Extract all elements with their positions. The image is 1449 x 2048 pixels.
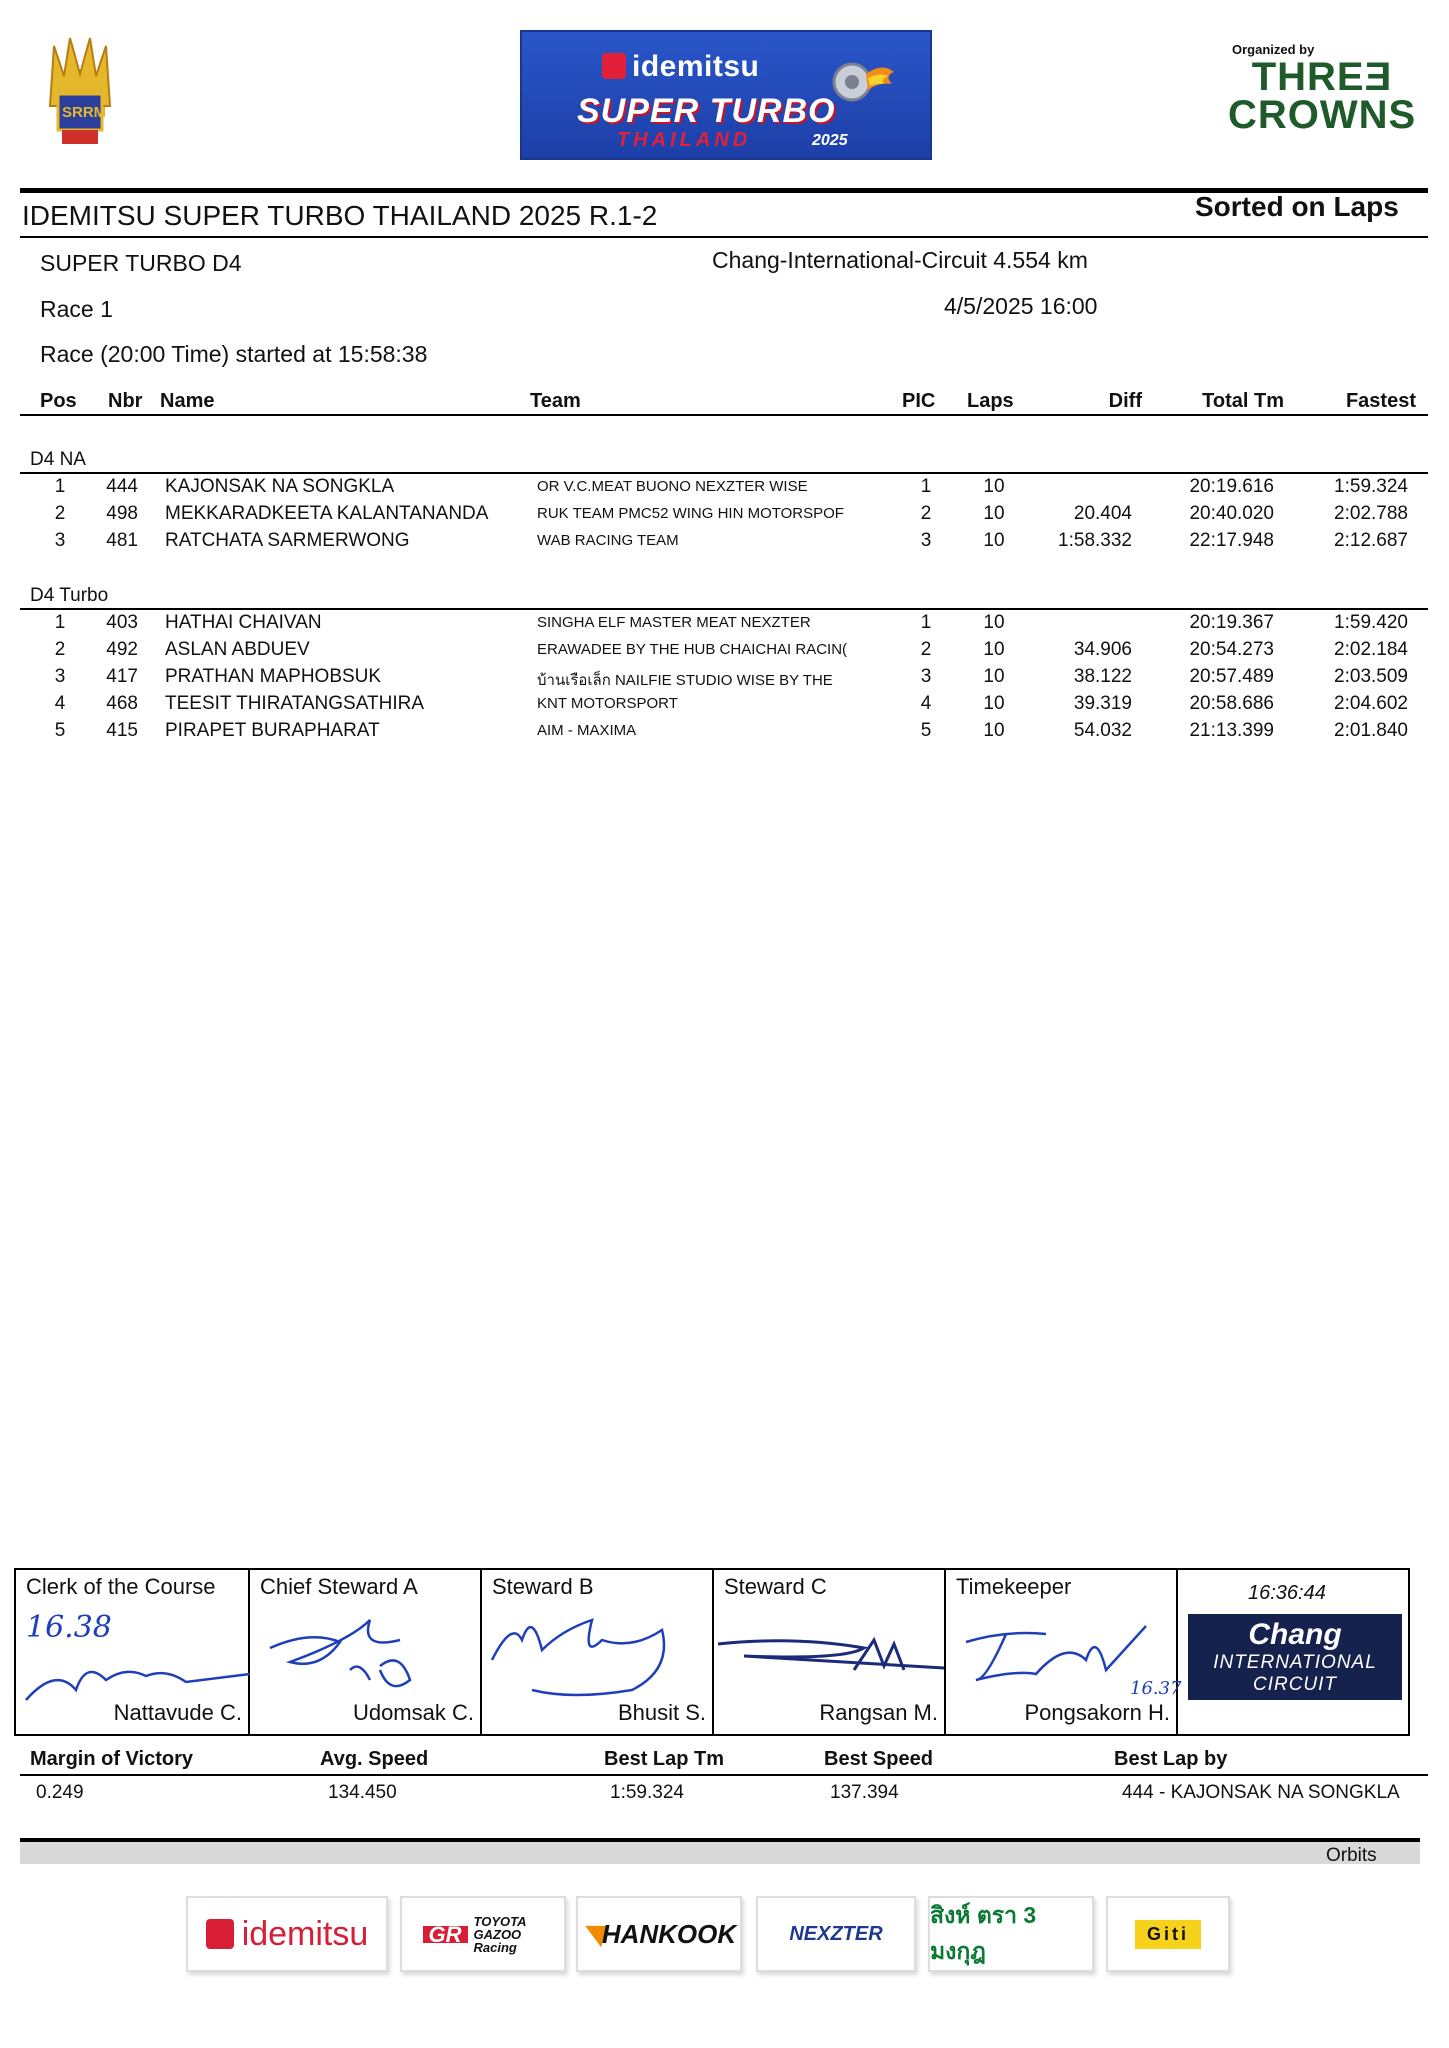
group-rule — [20, 608, 1428, 610]
row-pic: 4 — [920, 693, 932, 714]
sponsor-giti: Giti — [1106, 1896, 1230, 1972]
row-laps: 10 — [983, 612, 1005, 633]
row-fastest: 2:04.602 — [1334, 693, 1408, 714]
col-nbr: Nbr — [108, 390, 143, 412]
row-pos: 1 — [54, 612, 66, 633]
official-timekeeper — [946, 1570, 1182, 1734]
row-diff: 38.122 — [1073, 666, 1132, 687]
row-fastest: 1:59.324 — [1334, 476, 1408, 497]
row-nbr: 415 — [106, 720, 138, 741]
col-name: Name — [160, 390, 215, 412]
row-team: OR V.C.MEAT BUONO NEXZTER WISE — [537, 478, 808, 495]
row-pos: 4 — [54, 693, 66, 714]
margin-label: Margin of Victory — [30, 1748, 193, 1770]
row-team: KNT MOTORSPORT — [537, 695, 678, 712]
officials-signature-box — [14, 1568, 1410, 1736]
gr-mark-icon: GR — [423, 1926, 468, 1943]
group-rule — [20, 472, 1428, 474]
row-total: 20:57.489 — [1189, 666, 1274, 687]
official-role: Chief Steward A — [260, 1574, 418, 1599]
idemitsu-mark-icon — [602, 53, 626, 79]
row-total: 20:58.686 — [1189, 693, 1274, 714]
hankook-flag-icon: ◥ — [581, 1918, 602, 1949]
summary-rule — [20, 1774, 1428, 1776]
row-laps: 10 — [983, 503, 1005, 524]
row-laps: 10 — [983, 693, 1005, 714]
chang-logo-title: Chang — [1248, 1618, 1342, 1651]
row-name: PRATHAN MAPHOBSUK — [165, 666, 382, 687]
official-role: Steward B — [492, 1574, 594, 1599]
row-fastest: 2:12.687 — [1334, 530, 1408, 551]
row-pic: 2 — [920, 503, 932, 524]
row-nbr: 403 — [106, 612, 138, 633]
row-pic: 1 — [920, 612, 932, 633]
official-name: Udomsak C. — [352, 1700, 474, 1725]
col-fastest: Fastest — [1345, 390, 1416, 412]
official-stamp-cell — [1178, 1570, 1408, 1734]
row-pos: 5 — [54, 720, 66, 741]
official-name: Pongsakorn H. — [1024, 1700, 1170, 1725]
race-datetime: 4/5/2025 16:00 — [944, 293, 1098, 319]
idemitsu-mark-icon — [206, 1919, 234, 1949]
row-fastest: 2:01.840 — [1334, 720, 1408, 741]
organizer-line2: CROWNS — [1228, 93, 1417, 137]
best-speed-value: 137.394 — [830, 1782, 899, 1803]
banner-series: SUPER TURBO — [577, 92, 836, 130]
row-total: 20:19.616 — [1189, 476, 1274, 497]
official-clerk — [16, 1570, 250, 1734]
row-name: HATHAI CHAIVAN — [165, 612, 322, 633]
official-steward-b — [482, 1570, 714, 1734]
row-team: บ้านเรือเล็ก NAILFIE STUDIO WISE BY THE — [537, 672, 833, 689]
official-name: Rangsan M. — [819, 1700, 938, 1725]
row-laps: 10 — [983, 720, 1005, 741]
best-lap-label: Best Lap Tm — [604, 1748, 725, 1770]
row-pic: 5 — [920, 720, 932, 741]
header-rule — [20, 414, 1428, 416]
banner-brand: idemitsu — [602, 50, 759, 84]
row-team: RUK TEAM PMC52 WING HIN MOTORSPOF — [537, 505, 844, 522]
row-total: 20:19.367 — [1189, 612, 1274, 633]
col-pic: PIC — [902, 390, 936, 412]
row-laps: 10 — [983, 530, 1005, 551]
print-time: 16:36:44 — [1248, 1582, 1326, 1604]
row-team: AIM - MAXIMA — [537, 722, 637, 739]
signature-time-note: 16.37 — [1130, 1678, 1182, 1699]
association-seal-logo — [44, 36, 116, 148]
sponsor-singha-three-crowns: สิงห์ ตรา 3 มงกุฎ — [928, 1896, 1094, 1972]
col-team: Team — [530, 390, 581, 412]
best-lap-by-label: Best Lap by — [1114, 1748, 1228, 1770]
row-nbr: 498 — [106, 503, 138, 524]
timing-provider: Orbits — [1326, 1845, 1377, 1866]
margin-value: 0.249 — [36, 1782, 84, 1803]
row-diff: 39.319 — [1073, 693, 1132, 714]
banner-country: THAILAND — [617, 129, 752, 151]
row-pos: 2 — [54, 503, 66, 524]
title-bottom-rule — [20, 236, 1428, 238]
col-laps: Laps — [967, 390, 1014, 412]
circuit-name: Chang-International-Circuit 4.554 km — [712, 247, 1088, 273]
avg-speed-label: Avg. Speed — [320, 1748, 429, 1770]
race-start-info: Race (20:00 Time) started at 15:58:38 — [40, 341, 428, 367]
col-total: Total Tm — [1202, 390, 1284, 412]
row-pic: 2 — [920, 639, 932, 660]
idemitsu-super-turbo-banner — [520, 30, 932, 160]
row-pos: 3 — [54, 666, 66, 687]
sponsor-hankook: ◥HANKOOK — [576, 1896, 742, 1972]
row-fastest: 2:02.184 — [1334, 639, 1408, 660]
row-total: 22:17.948 — [1189, 530, 1274, 551]
sort-label: Sorted on Laps — [1195, 191, 1399, 222]
organizer-line1: THREƎ — [1251, 55, 1393, 99]
row-pic: 3 — [920, 666, 932, 687]
row-diff: 34.906 — [1073, 639, 1132, 660]
avg-speed-value: 134.450 — [328, 1782, 397, 1803]
chang-circuit-logo — [1188, 1614, 1402, 1700]
chang-logo-line1: INTERNATIONAL — [1213, 1652, 1377, 1673]
row-nbr: 481 — [106, 530, 138, 551]
sponsor-idemitsu: idemitsu — [186, 1896, 388, 1972]
row-fastest: 2:02.788 — [1334, 503, 1408, 524]
row-nbr: 444 — [106, 476, 138, 497]
row-nbr: 468 — [106, 693, 138, 714]
row-laps: 10 — [983, 476, 1005, 497]
official-steward-c — [714, 1570, 946, 1734]
best-lap-by-value: 444 - KAJONSAK NA SONGKLA — [1122, 1782, 1400, 1803]
row-name: ASLAN ABDUEV — [165, 639, 310, 660]
row-diff: 20.404 — [1073, 503, 1132, 524]
class-name: SUPER TURBO D4 — [40, 250, 242, 276]
row-team: ERAWADEE BY THE HUB CHAICHAI RACIN( — [537, 641, 848, 658]
row-team: WAB RACING TEAM — [537, 532, 679, 549]
signature-time-note: 16.38 — [26, 1610, 112, 1645]
best-speed-label: Best Speed — [824, 1748, 933, 1770]
row-diff: 1:58.332 — [1058, 530, 1132, 551]
footer-bar — [20, 1842, 1420, 1864]
three-crowns-logo — [1228, 55, 1417, 137]
row-fastest: 1:59.420 — [1334, 612, 1408, 633]
row-name: TEESIT THIRATANGSATHIRA — [165, 693, 424, 714]
col-diff: Diff — [1108, 390, 1142, 412]
row-total: 20:54.273 — [1189, 639, 1274, 660]
row-laps: 10 — [983, 666, 1005, 687]
row-name: RATCHATA SARMERWONG — [165, 530, 410, 551]
turbo-flame-icon — [832, 52, 896, 108]
banner-year: 2025 — [812, 132, 848, 149]
organized-by-label: Organized by — [1232, 42, 1315, 57]
official-name: Bhusit S. — [617, 1700, 706, 1725]
seal-text: SRRM — [62, 104, 107, 121]
row-name: KAJONSAK NA SONGKLA — [165, 476, 395, 497]
official-role: Steward C — [724, 1574, 827, 1599]
row-laps: 10 — [983, 639, 1005, 660]
chang-logo-line2: CIRCUIT — [1252, 1674, 1338, 1695]
group-label: D4 Turbo — [30, 585, 109, 606]
official-role: Timekeeper — [956, 1574, 1072, 1599]
row-pic: 3 — [920, 530, 932, 551]
col-pos: Pos — [40, 390, 77, 412]
row-pos: 3 — [54, 530, 66, 551]
event-title: IDEMITSU SUPER TURBO THAILAND 2025 R.1-2 — [22, 200, 658, 231]
row-fastest: 2:03.509 — [1334, 666, 1408, 687]
official-name: Nattavude C. — [113, 1700, 242, 1725]
official-chief-steward — [250, 1570, 482, 1734]
row-pic: 1 — [920, 476, 932, 497]
best-lap-value: 1:59.324 — [610, 1782, 684, 1803]
row-team: SINGHA ELF MASTER MEAT NEXZTER — [537, 614, 811, 631]
group-label: D4 NA — [30, 449, 86, 470]
row-pos: 2 — [54, 639, 66, 660]
official-role: Clerk of the Course — [26, 1574, 216, 1599]
sponsor-toyota-gazoo: GR TOYOTA GAZOO Racing — [400, 1896, 566, 1972]
row-name: PIRAPET BURAPHARAT — [165, 720, 380, 741]
row-nbr: 417 — [106, 666, 138, 687]
row-diff: 54.032 — [1073, 720, 1132, 741]
row-nbr: 492 — [106, 639, 138, 660]
row-name: MEKKARADKEETA KALANTANANDA — [165, 503, 489, 524]
sponsor-nexzter: NEXZTER — [756, 1896, 916, 1972]
row-total: 21:13.399 — [1189, 720, 1274, 741]
race-name: Race 1 — [40, 296, 113, 322]
row-total: 20:40.020 — [1189, 503, 1274, 524]
row-pos: 1 — [54, 476, 66, 497]
